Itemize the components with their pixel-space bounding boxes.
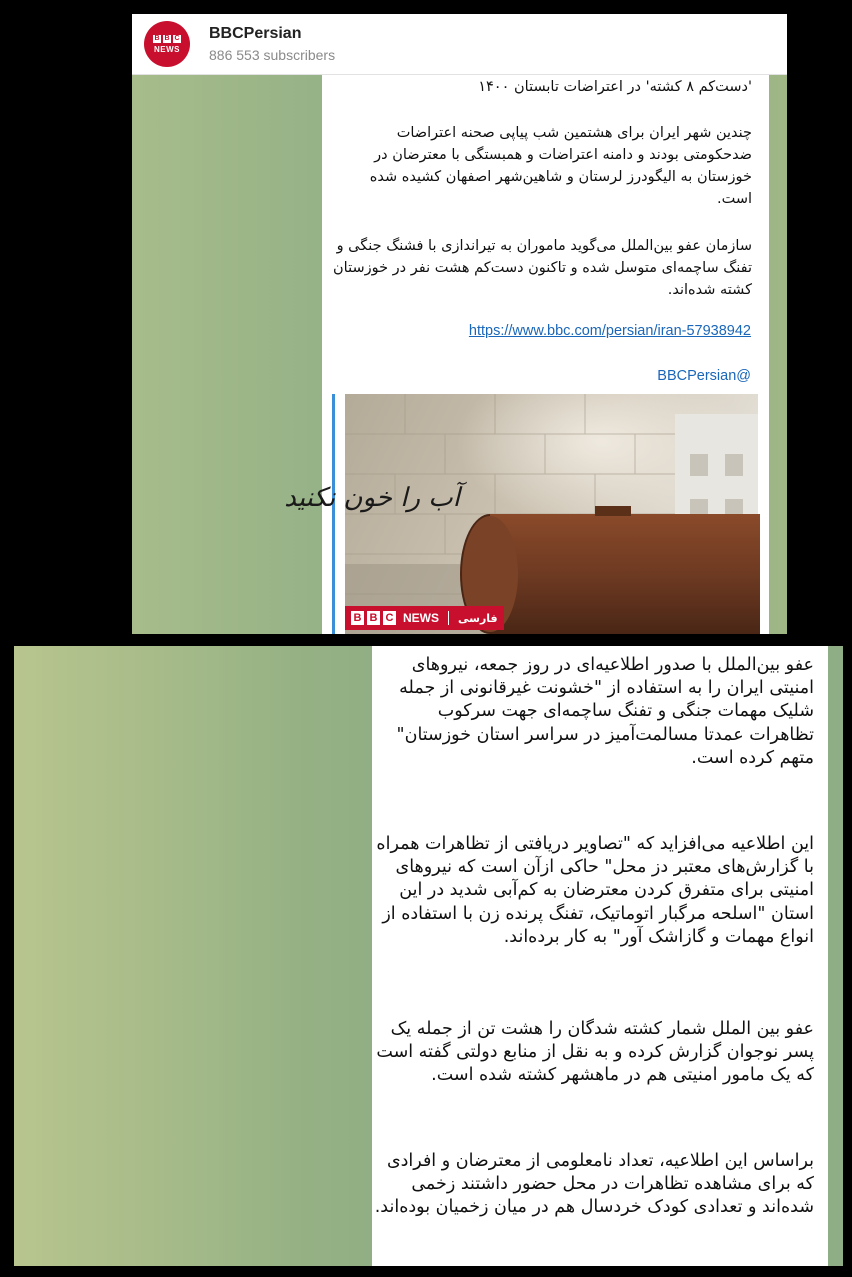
bbc-news-farsi-badge: B B C NEWS فارسی: [345, 606, 504, 630]
channel-header[interactable]: [132, 14, 787, 75]
link-preview-bar: [332, 394, 335, 634]
link-preview-image[interactable]: [284, 394, 758, 634]
message-paragraph: چندین شهر ایران برای هشتمین شب پیاپی صحنه اعتراضات ضدحکومتی بودند و دامنه اعتراضات و همبستگی با معترضان در خوزستان به الیگودرز لرستان و شاهین‌شهر اصفهان کشیده شده است.: [369, 125, 752, 207]
wall-tank-photo-icon: [284, 394, 758, 634]
message-paragraph: عفو بین الملل شمار کشته شدگان را هشت تن از جمله یک پسر نوجوان گزارش کرده و به نقل از منابع دولتی گفته است که یک مامور امنیتی هم در ماهشهر کشته شده است.: [376, 1019, 814, 1086]
message-paragraph: عفو بین‌الملل با صدور اطلاعیه‌ای در روز جمعه، نیروهای امنیتی ایران را به استفاده از "خشونت غیرقانونی از جمله شلیک مهمات جنگی و تفنگ ساچمه‌ای جهت سرکوب تظاهرات عمدتا مسالمت‌آمیز در سراسر استان خوزستان" متهم کرده است.: [396, 655, 814, 768]
message-headline: 'دست‌کم ۸ کشته' در اعتراضات تابستان ۱۴۰۰: [478, 79, 752, 95]
bbc-logo-icon: B B C: [154, 34, 180, 42]
channel-name[interactable]: BBCPersian: [209, 25, 302, 42]
channel-screenshot-top: [132, 14, 787, 634]
message-paragraph: سازمان عفو بین‌الملل می‌گوید ماموران به تیراندازی با فشنگ جنگی و تفنگ ساچمه‌ای متوسل شده و تاکنون دست‌کم هشت نفر در خوزستان کشته شده‌اند.: [333, 238, 752, 298]
channel-screenshot-bottom: [14, 646, 843, 1266]
article-link[interactable]: https://www.bbc.com/persian/iran-57938942: [468, 323, 751, 339]
avatar-news-word: NEWS: [154, 44, 180, 54]
channel-avatar[interactable]: [144, 21, 190, 67]
channel-mention-link[interactable]: BBCPersian@: [657, 368, 751, 384]
subscriber-count: 886 553 subscribers: [209, 47, 336, 63]
message-paragraph: براساس این اطلاعیه، تعداد نامعلومی از معترضان و افرادی که برای مشاهده تظاهرات در محل حضور داشتند زخمی شده‌اند و تعدادی کودک خردسال هم در میان زخمیان بوده‌اند.: [374, 1151, 814, 1218]
message-bubble[interactable]: [372, 646, 828, 1266]
message-paragraph: این اطلاعیه می‌افزاید که "تصاویر دریافتی از تظاهرات همراه با گزارش‌های معتبر دز محل" حاکی ازآن است که نیروهای امنیتی برای متفرق کردن معترضان به کم‌آبی شدید در این استان "اسلحه مرگبار اتوماتیک، تفنگ پرنده زن با استفاده از انواع مهمات و گازاشک آور" به کار برده‌اند.: [376, 834, 814, 947]
message-bubble[interactable]: [284, 75, 769, 634]
graffiti-text: آب را خون نکنید: [284, 483, 460, 513]
